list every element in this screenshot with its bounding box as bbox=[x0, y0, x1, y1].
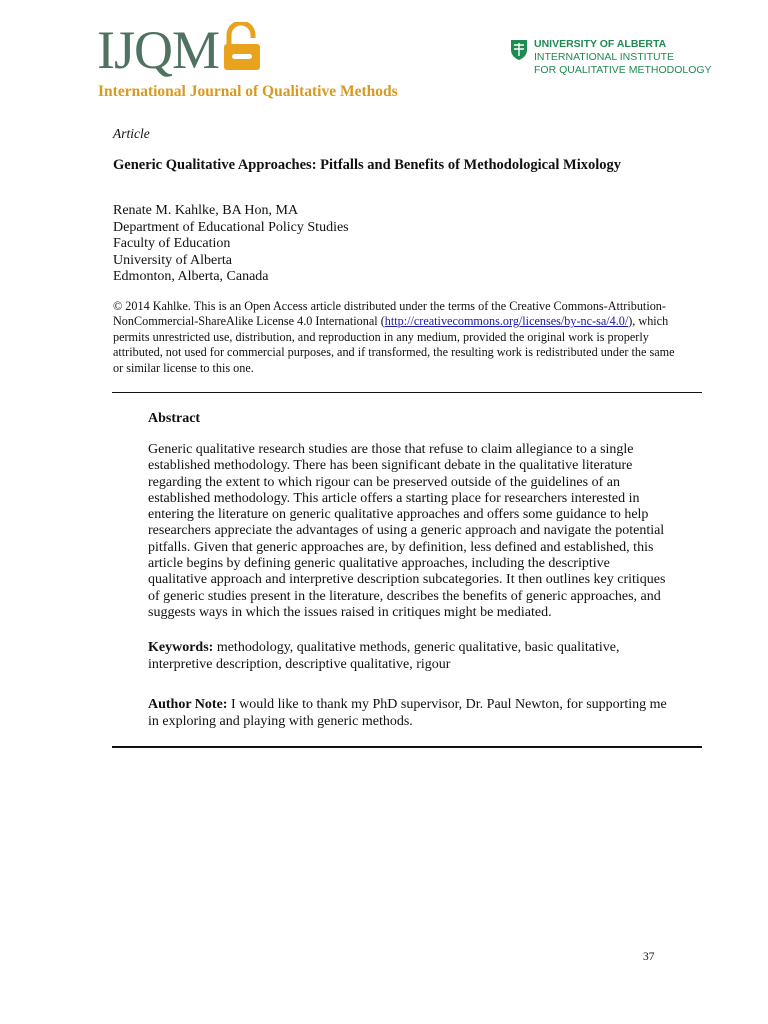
author-note-line bbox=[148, 697, 667, 714]
author-note bbox=[148, 697, 667, 730]
keywords-line: interpretive description, descriptive qualitative, rigour bbox=[148, 656, 451, 672]
keywords-label: Keywords: bbox=[148, 640, 214, 655]
page-number: 37 bbox=[643, 951, 655, 963]
author-note-text: I would like to thank my PhD supervisor, Dr. Paul Newton, for supporting me bbox=[227, 697, 667, 712]
author-block bbox=[113, 203, 349, 286]
divider-top bbox=[112, 392, 702, 393]
keywords-line bbox=[148, 640, 619, 657]
copyright-notice bbox=[113, 299, 713, 376]
copyright-text: NonCommercial-ShareAlike License 4.0 International ( bbox=[113, 314, 385, 329]
abstract-line: entering the literature on generic qualitative approaches and offers some guidance to help bbox=[148, 507, 649, 523]
university-name: UNIVERSITY OF ALBERTA bbox=[534, 38, 667, 50]
author-department: Department of Educational Policy Studies bbox=[113, 219, 349, 235]
author-note-label: Author Note: bbox=[148, 697, 228, 712]
abstract-line: of generic studies present in the literature, describes the benefits of generic approaches, and bbox=[148, 588, 661, 604]
abstract-heading: Abstract bbox=[148, 411, 201, 426]
copyright-line: permits unrestricted use, distribution, and reproduction in any medium, provided the original work is properly bbox=[113, 329, 649, 344]
institute-line-2: FOR QUALITATIVE METHODOLOGY bbox=[534, 64, 712, 76]
abstract-line: pitfalls. Given that generic approaches are, by definition, less defined and established, this bbox=[148, 539, 654, 555]
divider-bottom bbox=[112, 746, 702, 748]
university-shield-icon bbox=[510, 39, 528, 61]
article-title: Generic Qualitative Approaches: Pitfalls and Benefits of Methodological Mixology bbox=[113, 157, 621, 173]
article-label: Article bbox=[113, 126, 150, 141]
author-university: University of Alberta bbox=[113, 252, 232, 268]
institute-line-1: INTERNATIONAL INSTITUTE bbox=[534, 51, 675, 63]
journal-name: International Journal of Qualitative Methods bbox=[98, 83, 398, 100]
keywords-text: methodology, qualitative methods, generic qualitative, basic qualitative, bbox=[213, 640, 620, 655]
abstract-line: established methodology. This article offers a starting place for researchers interested in bbox=[148, 490, 640, 506]
open-lock-icon bbox=[221, 22, 265, 74]
copyright-text: ), which bbox=[628, 314, 669, 329]
abstract-line: suggests ways in which the issues raised in critiques might be mediated. bbox=[148, 604, 552, 620]
author-faculty: Faculty of Education bbox=[113, 236, 231, 252]
abstract-body bbox=[148, 442, 665, 621]
author-name: Renate M. Kahlke, BA Hon, MA bbox=[113, 203, 299, 218]
abstract-line: article begins by defining generic qualitative approaches, including the descriptive bbox=[148, 556, 610, 572]
copyright-line: attributed, not used for commercial purposes, and if transformed, the resulting work is redistributed under the same bbox=[113, 345, 675, 360]
copyright-line bbox=[113, 314, 713, 329]
abstract-line: qualitative approach and interpretive description subcategories. It then outlines key critiques bbox=[148, 572, 666, 588]
license-link[interactable]: http://creativecommons.org/licenses/by-nc-sa/4.0/ bbox=[384, 314, 629, 329]
copyright-line: or similar license to this one. bbox=[113, 360, 254, 375]
abstract-line: researchers appreciate the advantages of using a generic approach and navigate the potential bbox=[148, 523, 665, 539]
author-location: Edmonton, Alberta, Canada bbox=[113, 269, 269, 285]
keywords bbox=[148, 640, 619, 673]
abstract-line: regarding the extent to which rigour can be preserved outside of the guidelines of an bbox=[148, 474, 620, 490]
journal-logo bbox=[97, 20, 277, 84]
journal-logo-letters: IJQM bbox=[97, 20, 220, 80]
author-note-line: in exploring and playing with generic methods. bbox=[148, 713, 413, 729]
abstract-line: Generic qualitative research studies are those that refuse to claim allegiance to a single bbox=[148, 442, 634, 457]
abstract-line: established methodology. There has been significant debate in the qualitative literature bbox=[148, 458, 633, 474]
copyright-line: © 2014 Kahlke. This is an Open Access article distributed under the terms of the Creative Commons-Attribution- bbox=[113, 299, 666, 313]
